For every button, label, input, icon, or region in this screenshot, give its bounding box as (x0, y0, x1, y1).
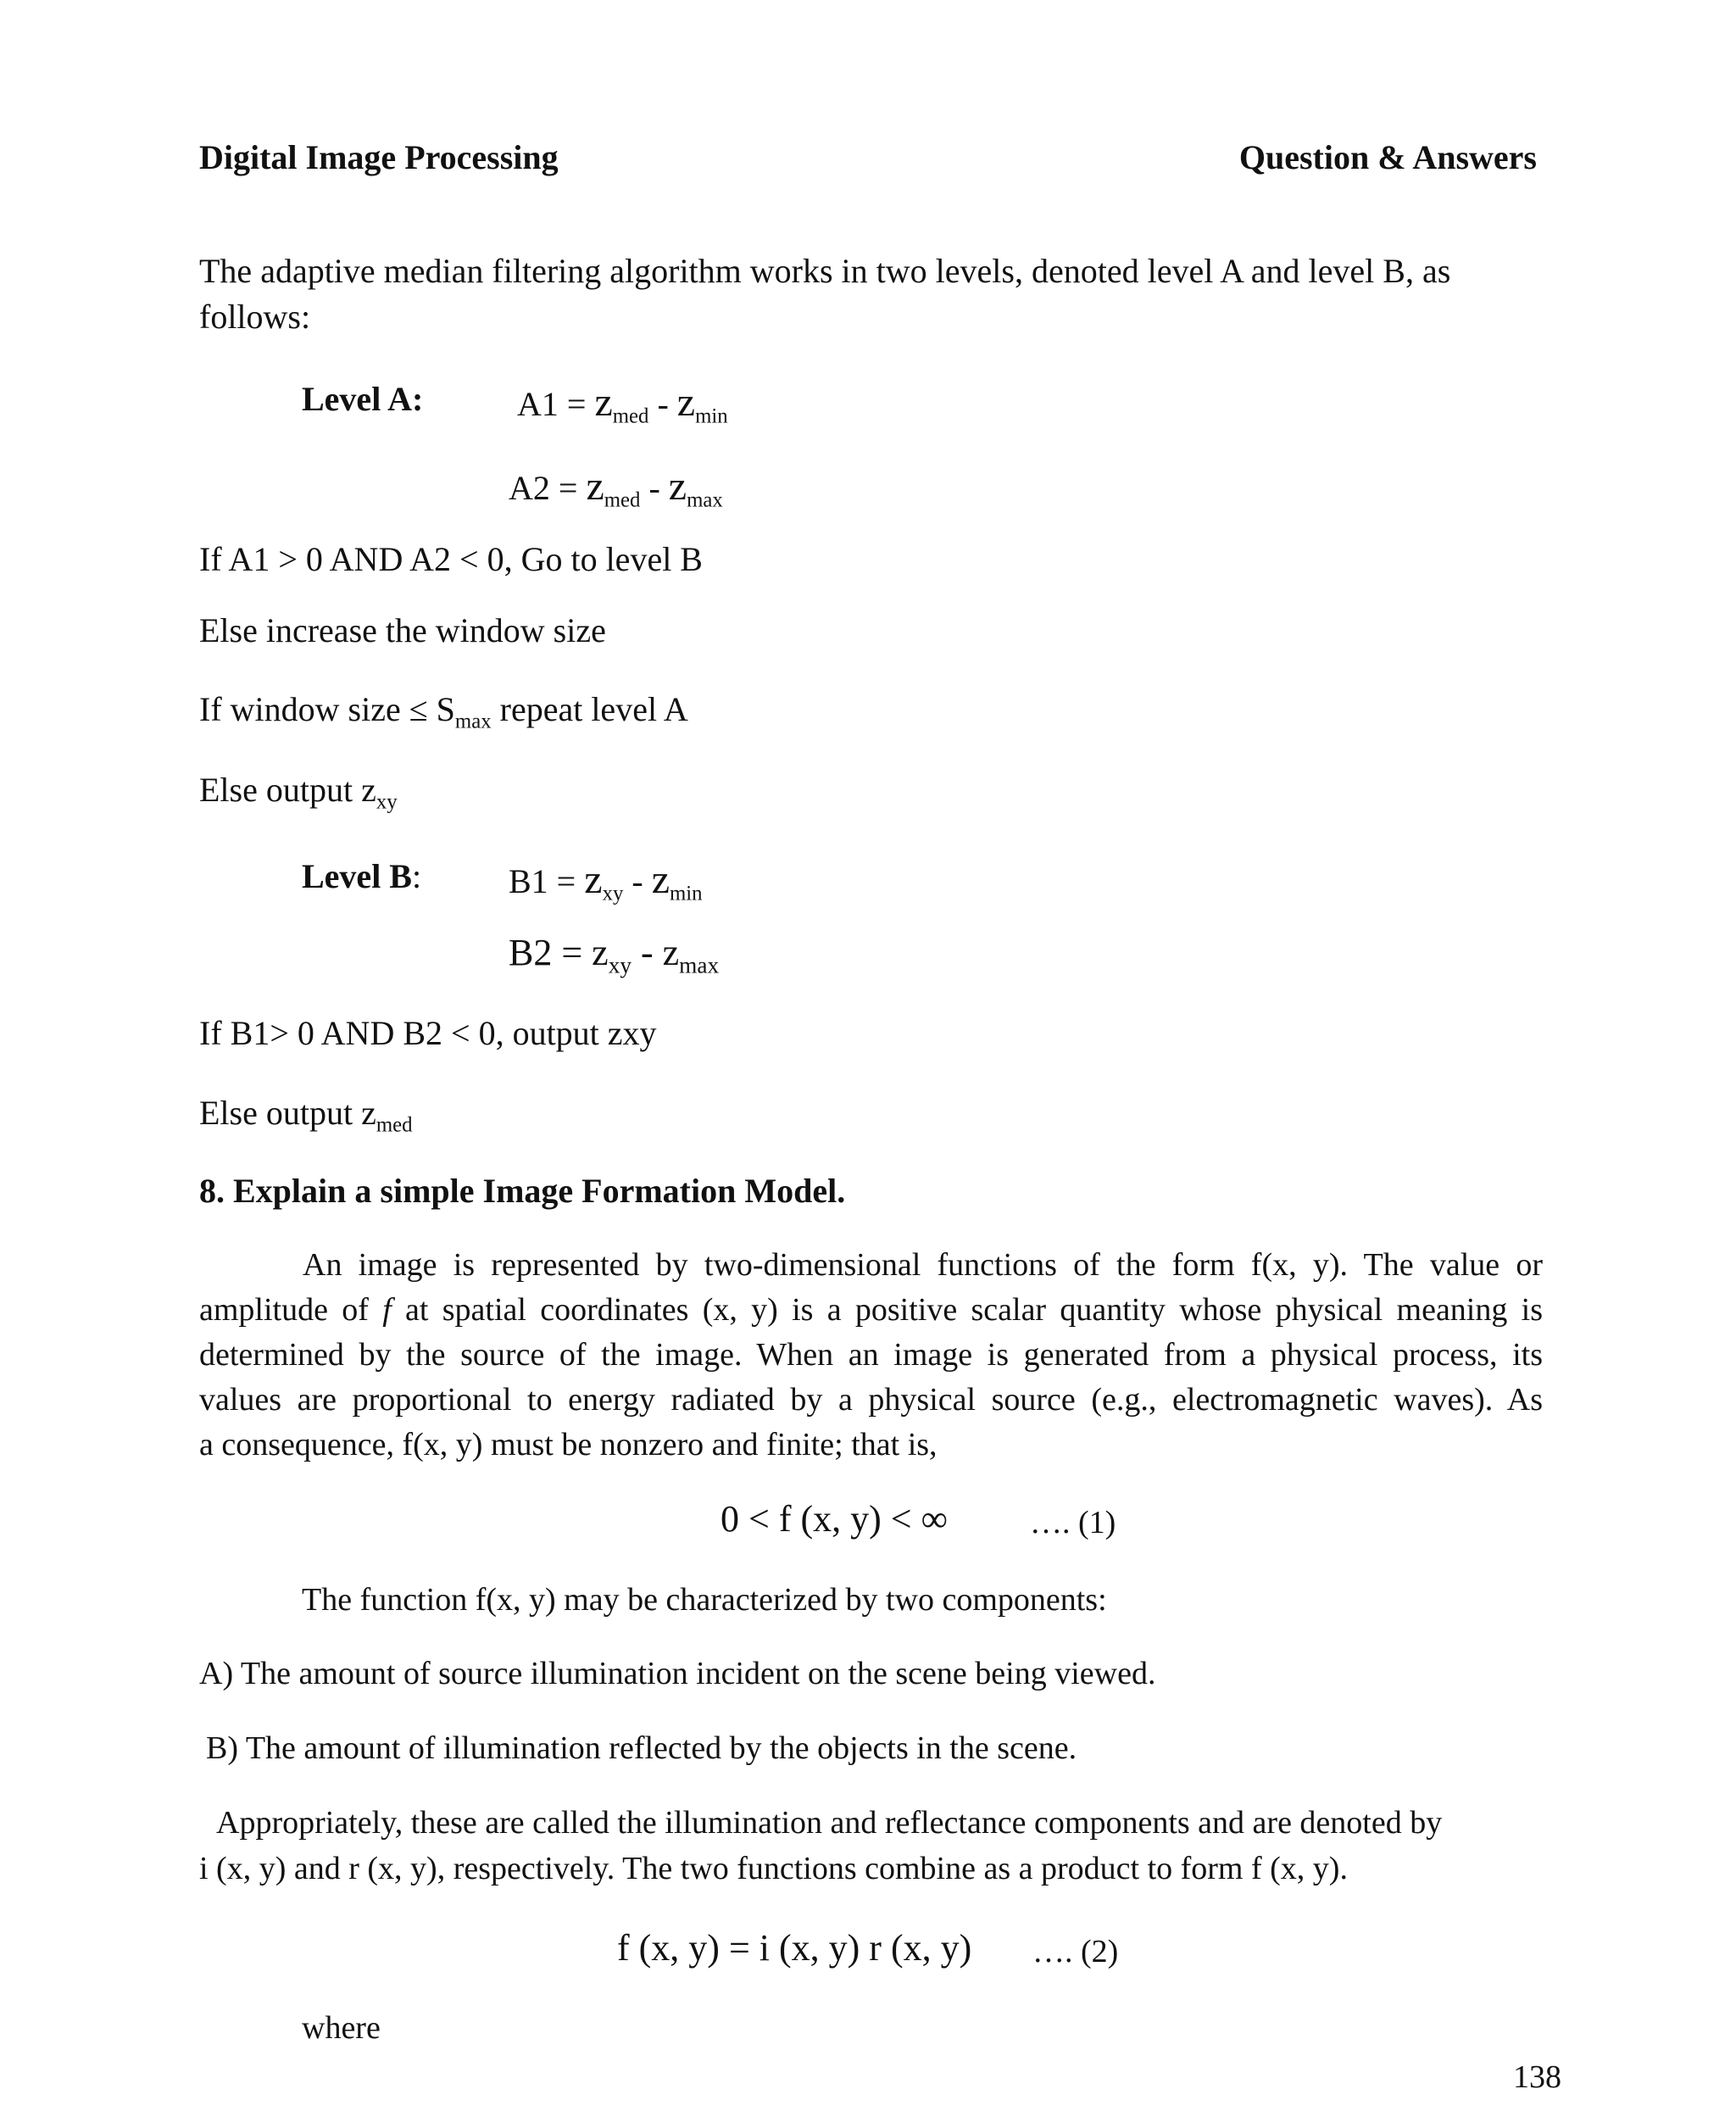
rule-a-4: Else output $z_{xy}$ (199, 771, 398, 814)
rule-b-1: If B1> 0 AND B2 < 0, output zxy (199, 1014, 657, 1052)
intro-line-1: The adaptive median filtering algorithm works in two levels, denoted level A and level B, as (199, 252, 1451, 290)
equation-2-number: …. (2) (1032, 1934, 1119, 1969)
where-label: where (302, 2010, 381, 2046)
equation-1-number: …. (1) (1030, 1505, 1116, 1540)
page-number: 138 (1513, 2059, 1561, 2095)
question-heading: 8. Explain a simple Image Formation Model. (199, 1172, 846, 1210)
header-title-right: Question & Answers (1238, 138, 1537, 176)
paragraph-2-line-1: Appropriately, these are called the illumination and reflectance components and are denoted by (216, 1805, 1443, 1841)
level-a-equation-2: $A2 = z_{med} - z_{max}$ (509, 464, 723, 512)
rule-b-2: Else output $z_{med}$ (199, 1094, 413, 1137)
equation-2: f (x, y) = i (x, y) r (x, y) (617, 1927, 972, 1969)
paragraph-image-formation (199, 1243, 1543, 1468)
level-a-equation-1: $A1 = z_{med} - z_{min}$ (517, 380, 728, 428)
rule-a-2: Else increase the window size (199, 611, 606, 649)
paragraph-line: determined by the source of the image. When an image is generated from a physical process, its (199, 1337, 1543, 1373)
level-a-label: Level A: (302, 380, 424, 418)
rule-a-3: If window size ≤ $S_{max}$ repeat level A (199, 690, 688, 733)
components-intro: The function f(x, y) may be characterized by two components: (302, 1582, 1107, 1618)
level-b-label: Level B: (302, 857, 422, 895)
paragraph-line: a consequence, f(x, y) must be nonzero and finite; that is, (199, 1427, 938, 1462)
intro-line-2: follows: (199, 298, 311, 336)
rule-a-1: If A1 > 0 AND A2 < 0, Go to level B (199, 540, 703, 578)
equation-1: 0 < f (x, y) < ∞ (721, 1498, 948, 1540)
component-b: B) The amount of illumination reflected by the objects in the scene. (206, 1730, 1077, 1766)
paragraph-2-line-2: i (x, y) and r (x, y), respectively. The two functions combine as a product to form f (x, y). (199, 1851, 1348, 1886)
component-a: A) The amount of source illumination incident on the scene being viewed. (199, 1656, 1156, 1691)
level-b-equation-2: $B2 = z_{xy} - z_{max}$ (509, 932, 720, 978)
paragraph-line: amplitude of f at spatial coordinates (x, y) is a positive scalar quantity whose physical meaning is (199, 1292, 1543, 1328)
paragraph-line: An image is represented by two-dimensional functions of the form f(x, y). The value or (303, 1247, 1543, 1283)
paragraph-line: values are proportional to energy radiated by a physical source (e.g., electromagnetic waves). As (199, 1382, 1543, 1418)
header-title-left: Digital Image Processing (199, 138, 559, 176)
level-b-equation-1: $B1 = z_{xy} - z_{min}$ (509, 857, 703, 905)
